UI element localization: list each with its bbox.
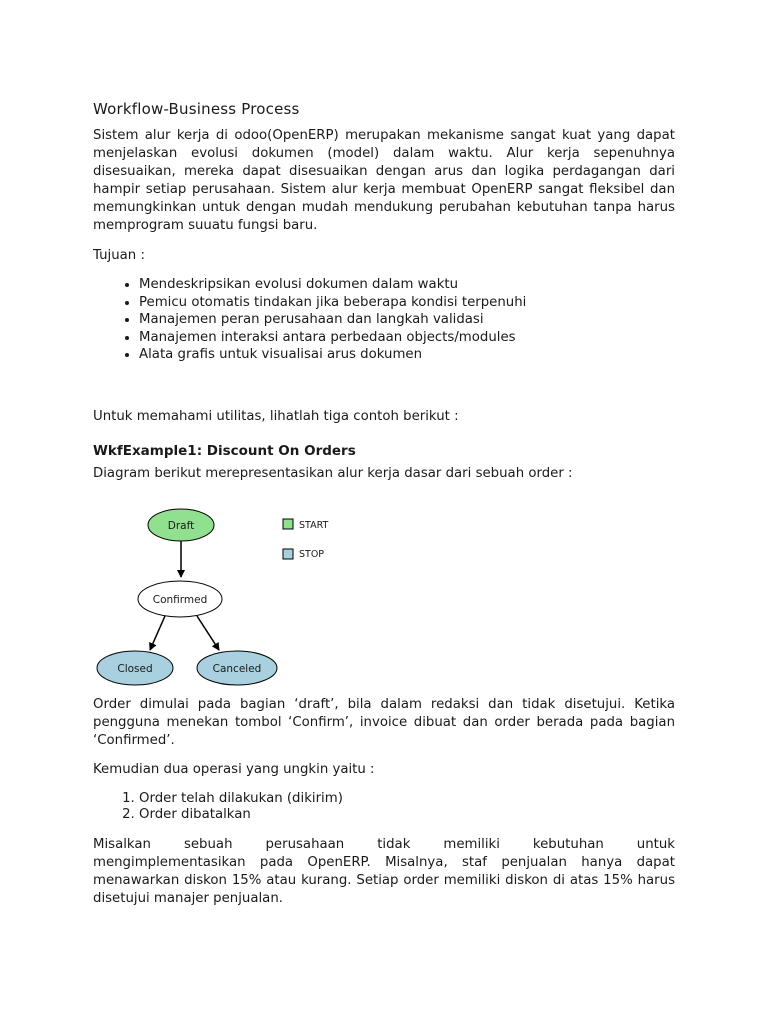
legend-stop-label: STOP xyxy=(299,549,325,560)
node-closed xyxy=(97,651,173,685)
edge-confirmed-closed xyxy=(150,616,165,650)
examples-intro: Untuk memahami utilitas, lihatlah tiga contoh berikut : xyxy=(93,408,459,424)
list-item: • Mendeskripsikan evolusi dokumen dalam waktu xyxy=(139,276,675,294)
node-confirmed-label: Confirmed xyxy=(152,594,208,606)
list-item: • Manajemen peran perusahaan dan langkah validasi xyxy=(139,311,675,329)
node-draft xyxy=(148,509,214,541)
order-paragraph: Order dimulai pada bagian ‘draft’, bila dalam redaksi dan tidak disetujui. Ketika pengguna menekan tombol ‘Confirm’, invoice dibuat dan order berada pada bagian ‘Confirmed’. xyxy=(93,696,675,748)
list-item: • Alata grafis untuk visualisai arus dokumen xyxy=(139,346,675,364)
diagram-intro: Diagram berikut merepresentasikan alur kerja dasar dari sebuah order : xyxy=(93,465,573,481)
node-canceled-label: Canceled xyxy=(212,663,262,675)
page-title: Workflow-Business Process xyxy=(93,100,300,118)
list-item: • Manajemen interaksi antara perbedaan objects/modules xyxy=(139,329,675,347)
operations-label: Kemudian dua operasi yang ungkin yaitu : xyxy=(93,761,375,777)
edge-confirmed-canceled xyxy=(197,616,219,650)
intro-paragraph: Sistem alur kerja di odoo(OpenERP) merupakan mekanisme sangat kuat yang dapat menjelaskan evolusi dokumen (model) dalam waktu. Alur kerja sepenuhnya disesuaikan, mereka dapat disesuaikan dengan arus dan logika perdagangan dari hampir setiap perusahaan. Sistem alur kerja membuat OpenERP sangat fleksibel dan memungkinkan untuk dengan mudah mendukung perubahan kebutuhan tanpa harus memprogram suuatu fungsi baru. xyxy=(93,128,675,233)
legend-stop-swatch xyxy=(283,549,293,559)
workflow-diagram xyxy=(95,505,375,695)
goals-list xyxy=(93,276,675,364)
goals-label: Tujuan : xyxy=(93,248,145,263)
closing-paragraph-line1: Misalkan sebuah perusahaan tidak memiliki kebutuhan untuk xyxy=(93,836,675,852)
operations-list xyxy=(93,791,675,824)
node-confirmed xyxy=(138,581,222,617)
list-item: 2. Order dibatalkan xyxy=(139,807,675,824)
example1-title: WkfExample1: Discount On Orders xyxy=(93,442,356,459)
legend xyxy=(283,519,329,560)
node-draft-label: Draft xyxy=(167,520,195,532)
closing-paragraph: mengimplementasikan pada OpenERP. Misalnya, staf penjualan hanya dapat menawarkan diskon 15% atau kurang. Setiap order memiliki diskon di atas 15% harus disetujui manajer penjualan. xyxy=(93,854,675,906)
legend-start-label: START xyxy=(299,520,329,531)
document-page xyxy=(93,100,675,908)
node-canceled xyxy=(197,651,277,685)
list-item: 1. Order telah dilakukan (dikirim) xyxy=(139,791,675,808)
node-closed-label: Closed xyxy=(117,663,153,675)
legend-start-swatch xyxy=(283,519,293,529)
list-item: • Pemicu otomatis tindakan jika beberapa kondisi terpenuhi xyxy=(139,294,675,312)
